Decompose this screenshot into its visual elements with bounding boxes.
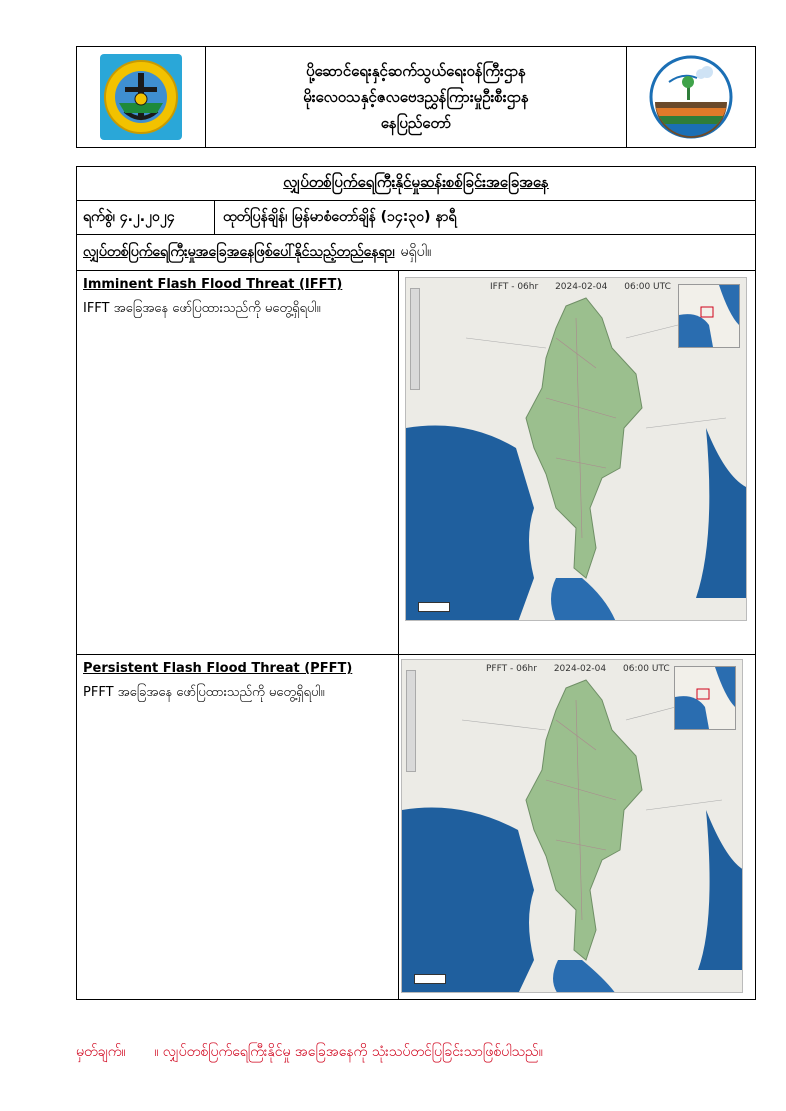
ifft-heading: Imminent Flash Flood Threat (IFFT) xyxy=(83,277,343,292)
report-date-row xyxy=(77,201,755,235)
ministry-emblem-icon xyxy=(99,53,183,141)
map-scale-bar xyxy=(418,602,450,612)
footer-text: ။ လျှပ်တစ်ပြက်ရေကြီးနိုင်မှု အခြေအနေကို သုံးသပ်တင်ပြခြင်းသာဖြစ်ပါသည်။ xyxy=(154,1044,543,1060)
pfft-map-time: 06:00 UTC xyxy=(623,664,670,674)
ifft-map-cell xyxy=(399,271,755,654)
affected-area-label: လျှပ်တစ်ပြက်ရေကြီးမှုအခြေအနေဖြစ်ပေါ်နိုင်သည့်တည်နေရာ၊ xyxy=(83,244,395,260)
affected-area-row xyxy=(77,235,755,271)
report-title-row xyxy=(77,167,755,201)
ifft-description xyxy=(77,271,399,654)
ministry-name: ပို့ဆောင်ရေးနှင့်ဆက်သွယ်ရေးဝန်ကြီးဌာန xyxy=(306,62,526,80)
pfft-locator-inset xyxy=(674,666,736,730)
ifft-section xyxy=(77,271,755,655)
zoom-slider[interactable] xyxy=(406,670,416,772)
ifft-map-label: IFFT - 06hr xyxy=(490,282,539,292)
flash-flood-report-table xyxy=(76,166,756,1000)
letterhead-title xyxy=(206,47,626,147)
pfft-heading: Persistent Flash Flood Threat (PFFT) xyxy=(83,661,353,676)
map-scale-bar xyxy=(414,974,446,984)
pfft-map-cell xyxy=(399,655,755,999)
affected-area-value: မရှိပါ။ xyxy=(400,244,432,260)
pfft-section xyxy=(77,655,755,999)
footer-note xyxy=(76,1042,567,1063)
zoom-slider[interactable] xyxy=(410,288,420,390)
report-date: ရက်စွဲ၊ ၄.၂.၂၀၂၄ xyxy=(77,201,215,234)
city-name: နေပြည်တော် xyxy=(380,114,452,132)
ifft-text: IFFT အခြေအနေ ဖော်ပြထားသည်ကို မတွေ့ရှိရပါ။ xyxy=(83,301,321,316)
hydrology-logo-cell xyxy=(626,47,755,147)
pfft-text: PFFT အခြေအနေ ဖော်ပြထားသည်ကို မတွေ့ရှိရပါ။ xyxy=(83,685,325,700)
issue-time: ထုတ်ပြန်ချိန်၊ မြန်မာစံတော်ချိန် (၁၄:၃၀) နာရီ xyxy=(223,209,457,225)
letterhead xyxy=(76,46,756,148)
pfft-map-title xyxy=(486,664,684,674)
report-title: လျှပ်တစ်ပြက်ရေကြီးနိုင်မှုဆန်းစစ်ခြင်းအခြေအနေ xyxy=(283,172,549,191)
footer-label: မှတ်ချက်။ xyxy=(76,1044,126,1060)
pfft-description xyxy=(77,655,399,999)
ifft-map-date: 2024-02-04 xyxy=(555,282,608,292)
ifft-map xyxy=(405,277,747,621)
pfft-map xyxy=(401,659,743,993)
ifft-locator-inset xyxy=(678,284,740,348)
pfft-map-label: PFFT - 06hr xyxy=(486,664,537,674)
ifft-map-time: 06:00 UTC xyxy=(624,282,671,292)
department-name: မိုးလေဝသနှင့်ဇလဗေဒညွှန်ကြားမှုဦးစီးဌာန xyxy=(303,88,529,106)
ifft-map-title xyxy=(490,282,685,292)
ministry-emblem-cell xyxy=(77,47,206,147)
hydrology-logo-icon xyxy=(643,52,739,142)
pfft-map-date: 2024-02-04 xyxy=(553,664,607,674)
